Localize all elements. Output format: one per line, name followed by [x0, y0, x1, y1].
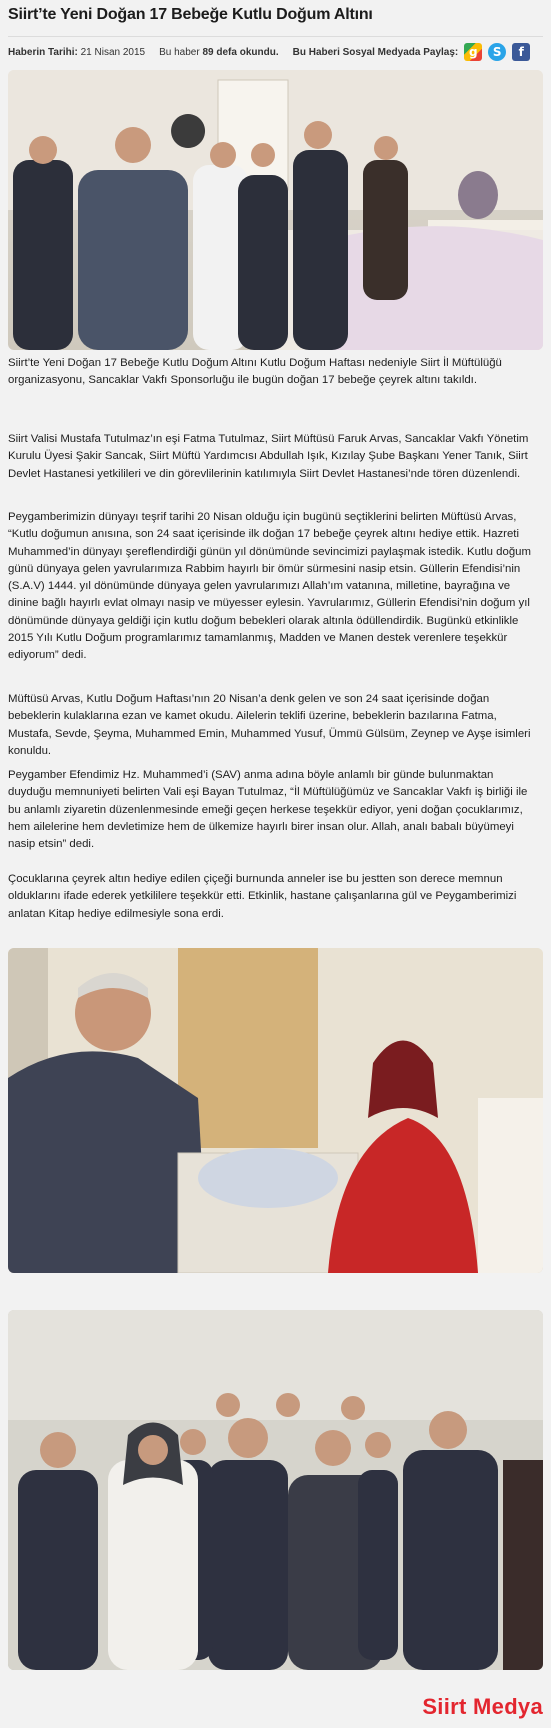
- article-photo-gold-gift: [8, 948, 543, 1273]
- article-paragraph: Çocuklarına çeyrek altın hediye edilen çiçeği burnunda anneler ise bu jestten son derece memnun olduklarını ifade ederek yetkililere teşekkür etti. Etkinlik, hastane çalışanlarına gül ve Peygamberimizi anlatan Kitap hediye edilmesiyle sona erdi.: [8, 873, 517, 920]
- google-plus-icon[interactable]: g: [464, 43, 482, 61]
- views-prefix: Bu haber: [159, 46, 200, 58]
- date-label: Haberin Tarihi:: [8, 46, 78, 58]
- article-photo-hospital-room: [8, 70, 543, 350]
- article-paragraph: Siirt Valisi Mustafa Tutulmaz’ın eşi Fatma Tutulmaz, Siirt Müftüsü Faruk Arvas, Sancaklar Vakfı Yönetim Kurulu Üyesi Şakir Sancak, Siirt Müftü Yardımcısı Abdullah Işık, Kızılay Şube Başkanı Yener Tanık, Siirt Devlet Hastanesi yetkilileri ve din görevlilerinin katılımıyla Siirt Devlet Hastanesi’nde tören düzenlendi.: [8, 433, 529, 480]
- share-icons: [464, 43, 530, 61]
- article-meta-bar: [8, 42, 543, 62]
- article-title: Siirt’te Yeni Doğan 17 Bebeğe Kutlu Doğum Altını: [8, 6, 373, 23]
- skype-icon[interactable]: S: [488, 43, 506, 61]
- facebook-icon[interactable]: f: [512, 43, 530, 61]
- views-value: 89 defa okundu.: [202, 46, 279, 58]
- article-paragraph: Siirt’te Yeni Doğan 17 Bebeğe Kutlu Doğum Altını Kutlu Doğum Haftası nedeniyle Siirt İl Müftülüğü organizasyonu, Sancaklar Vakfı Sponsorluğu ile bugün doğan 17 bebeğe çeyrek altını takıldı.: [8, 357, 502, 387]
- article-paragraph: Peygamber Efendimiz Hz. Muhammed’i (SAV) anma adına böyle anlamlı bir günde bulunmaktan duyduğu memnuniyeti belirten Vali eşi Bayan Tutulmaz, “İl Müftülüğümüz ve Sancaklar Vakfı iş birliği ile bu anlamlı ziyaretin düzenlenmesinde emeği geçen herkese teşekkür ediyor, yeni doğan çocuklarımız, hem ailelerine hem devletimize hem de ülkemize hayırlı birer insan olur. Allah, analı babalı büyümeyi nasip etsin” dedi.: [8, 769, 528, 851]
- article-paragraph: Peygamberimizin dünyayı teşrif tarihi 20 Nisan olduğu için bugünü seçtiklerini belirten Müftüsü Arvas, “Kutlu doğumun anısına, son 24 saat içerisinde ilk doğan 17 bebeğe çeyrek altını hediye ettik. Hazreti Muhammed’in dünyayı şereflendirdiği günün yıl dönümünde sevincimizi paylaşmak istedik. Kutlu doğum günü dünyaya gelen yavrularımıza Rabbim hayırlı bir ömür sürmesini nasip etsin. Güllerin Efendisi’nin (S.A.V) 1444. yıl dönümünde dünyaya gelen yavrularımızı Allah’ım vatanına, milletine, bayrağına ve dinine bağlı hayırlı evlat olmayı nasip ve müyesser eylesin. Yavrularımız, Güllerin Efendisi’nin doğum yıl dönümünde dünyaya geldiği için kutlu doğum bebekleri olarak altınla ödüllendirdik. Bugünkü etkinlikle 2015 Yılı Kutlu Doğum programlarımız tamamlanmış, Madden ve Manen destek verenlere teşekkür ediyorum” dedi.: [8, 511, 531, 662]
- article-photo-group: [8, 1310, 543, 1670]
- title-divider: [8, 36, 543, 37]
- article-paragraph: Müftüsü Arvas, Kutlu Doğum Haftası’nın 20 Nisan’a denk gelen ve son 24 saat içerisinde doğan bebeklerin kulaklarına ezan ve kamet okudu. Ailelerin teklifi üzerine, bebeklerin bazılarına Fatma, Mustafa, Sevde, Şeyma, Muhammed Emin, Muhammed Yusuf, Ümmü Gülsüm, Zeynep ve Ayşe isimleri konuldu.: [8, 693, 531, 757]
- site-brand-logo: Siirt Medya: [422, 1694, 543, 1719]
- share-label: Bu Haberi Sosyal Medyada Paylaş:: [292, 46, 459, 58]
- date-value: 21 Nisan 2015: [80, 46, 146, 58]
